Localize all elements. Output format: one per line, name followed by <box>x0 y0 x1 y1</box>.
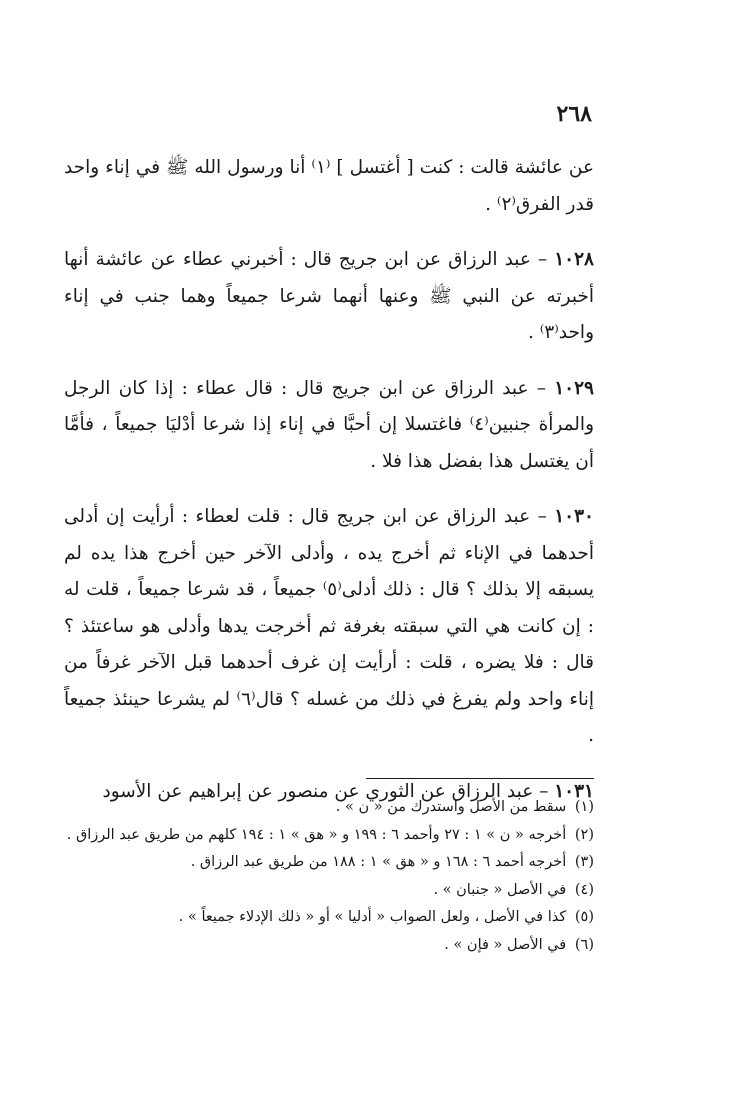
paragraph-1029 <box>64 371 594 481</box>
footnote <box>64 849 594 877</box>
paragraph-text: عن عائشة قالت : كنت [ أغتسل ] ⁽١⁾ أنا ورسول الله ﷺ في إناء واحد قدر الفرق⁽٢⁾ . <box>64 157 594 215</box>
footnote <box>64 932 594 960</box>
paragraph-text: – عبد الرزاق عن الثوري عن منصور عن إبراهيم عن الأسود <box>102 780 555 802</box>
paragraph-text: – عبد الرزاق عن ابن جريج قال : أخبرني عطاء عن عائشة أنها أخبرته عن النبي ﷺ وعنها أنهما شرعا جميعاً وهما جنب في إناء واحد⁽٣⁾ . <box>64 249 594 343</box>
hadith-number: ١٠٢٨ <box>554 249 594 270</box>
footnote <box>64 822 594 850</box>
footnote-number: (٥) <box>574 909 594 925</box>
hadith-number: ١٠٣٠ <box>554 506 594 527</box>
footnotes <box>64 794 594 959</box>
footnote-text: كذا في الأصل ، ولعل الصواب « أدليا » أو « ذلك الإدلاء جميعاً » . <box>178 909 567 925</box>
footnote-text: أخرجه « ن » ١ : ٢٧ وأحمد ٦ : ١٩٩ و « هق » ١ : ١٩٤ كلهم من طريق عبد الرزاق . <box>66 826 567 843</box>
paragraph-text: – عبد الرزاق عن ابن جريج قال : قال عطاء : إذا كان الرجل والمرأة جنبين⁽٤⁾ فاغتسلا إن أحبَّا في إناء إذا شرعا أدْليَا جميعاً ، فأمَّا أن يغتسل هذا بفضل هذا فلا . <box>64 377 595 472</box>
footnote-text: سقط من الأصل واستدرك من « ن » . <box>335 799 567 815</box>
footnote-number: (٣) <box>574 854 594 870</box>
footnote-number: (٤) <box>574 881 594 898</box>
paragraph-1030 <box>64 499 594 755</box>
footnote-text: أخرجه أحمد ٦ : ١٦٨ و « هق » ١ : ١٨٨ من طريق عبد الرزاق . <box>190 854 567 870</box>
footnote-number: (١) <box>574 799 594 815</box>
hadith-number: ١٠٣١ <box>554 780 594 802</box>
hadith-number: ١٠٢٩ <box>554 377 594 399</box>
footnote <box>64 794 594 822</box>
footnote-number: (٦) <box>574 936 594 953</box>
footnote <box>64 877 594 905</box>
main-text <box>64 150 594 829</box>
paragraph-continuation <box>64 150 594 223</box>
paragraph-text: – عبد الرزاق عن ابن جريج قال : قلت لعطاء : أرأيت إن أدلى أحدهما في الإناء ثم أخرج يده ، وأدلى الآخر حين أخرج هذا يده لم يسبقه إلا بذلك ؟ قال : ذلك أدلى⁽٥⁾ جميعاً ، قد شرعا جميعاً ، قلت له : إن كانت هي التي سبقته بغرفة ثم أخرجت يدها وأدلى هو ساعتئذ ؟ قال : فلا يضره ، قلت : أرأيت إن غرف أحدهما قبل الآخر غرفاً من إناء واحد ولم يفرغ في ذلك من غسله ؟ قال⁽٦⁾ لم يشرعا حينئذ جميعاً . <box>64 506 594 746</box>
paragraph-1028 <box>64 242 594 352</box>
footnote-text: في الأصل « جنبان » . <box>433 881 567 898</box>
footnote-text: في الأصل « فإن » . <box>444 936 567 953</box>
footnote <box>64 904 594 932</box>
page-number: ٢٦٨ <box>556 101 592 127</box>
footnote-separator <box>366 778 594 779</box>
footnote-number: (٢) <box>574 826 594 843</box>
